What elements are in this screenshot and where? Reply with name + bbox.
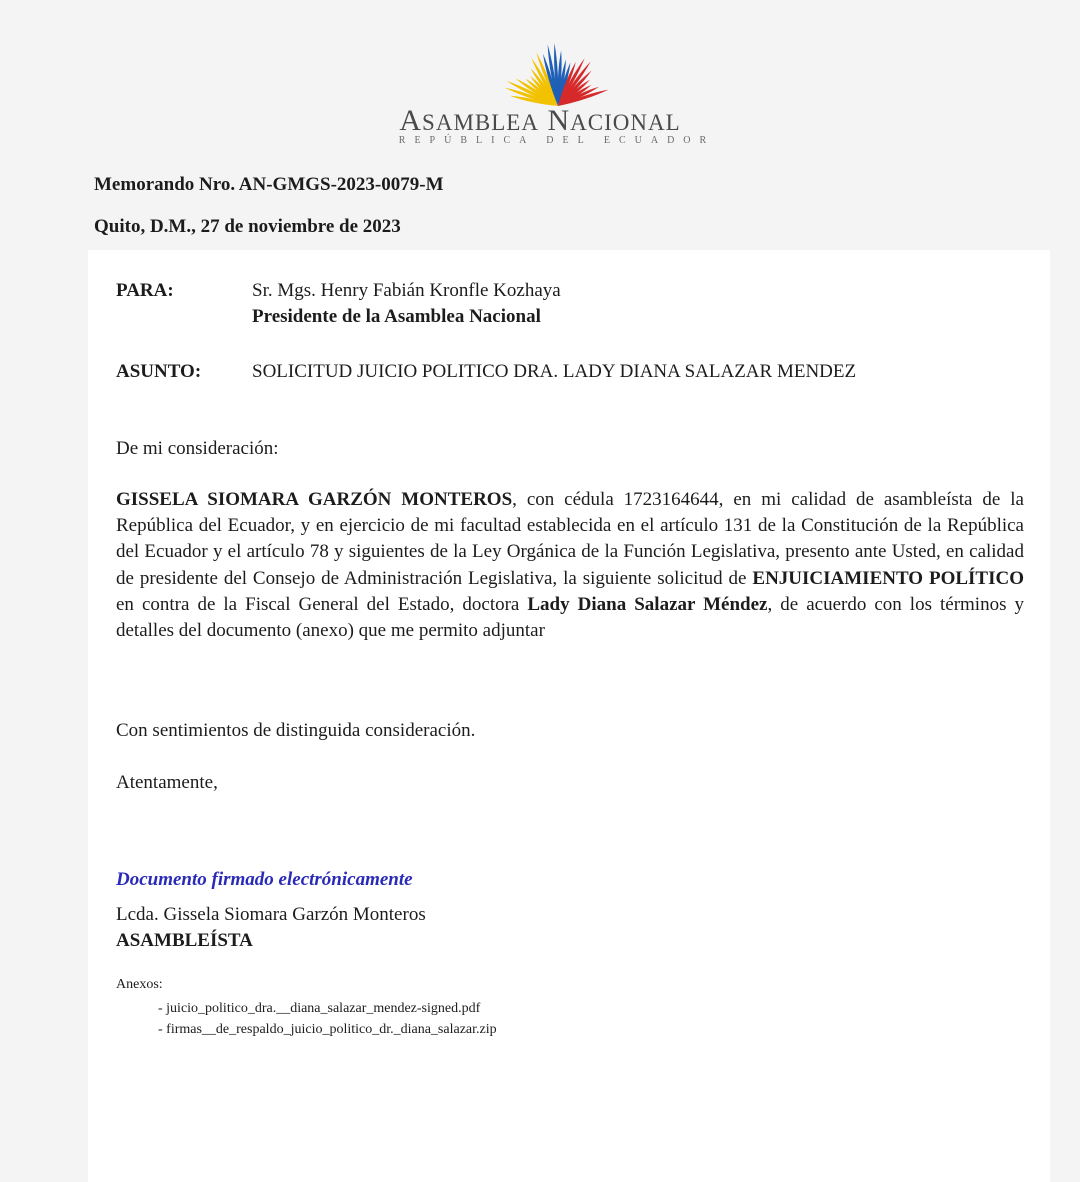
annex-item[interactable]: - juicio_politico_dra.__diana_salazar_mendez-signed.pdf: [158, 1001, 481, 1016]
recipient-name: Sr. Mgs. Henry Fabián Kronfle Kozhaya: [252, 280, 561, 301]
target-name: Lady Diana Salazar Méndez: [527, 593, 768, 615]
annexes-list: [158, 998, 497, 1040]
asamblea-logo: [488, 36, 628, 108]
subject-label: ASUNTO:: [116, 361, 202, 382]
recipient-label: PARA:: [116, 280, 174, 301]
annex-item[interactable]: - firmas__de_respaldo_juicio_politico_dr._diana_salazar.zip: [158, 1022, 497, 1037]
org-name: ASAMBLEA NACIONAL: [399, 104, 681, 137]
closing: Con sentimientos de distinguida consideración.: [116, 720, 476, 741]
recipient-title: Presidente de la Asamblea Nacional: [252, 306, 541, 327]
org-subtitle: REPÚBLICA DEL ECUADOR: [398, 135, 716, 146]
memo-body: GISSELA SIOMARA GARZÓN MONTEROS, con cédula 1723164644, en mi calidad de asambleísta de la República del Ecuador, y en ejercicio de mi facultad establecida en el artículo 131 de la Constitución de la República del Ecuador y el artículo 78 y siguientes de la Ley Orgánica de la Función Legislativa, presento ante Usted, en calidad de presidente del Consejo de Administración Legislativa, la siguiente solicitud de ENJUICIAMIENTO POLÍTICO en contra de la Fiscal General del Estado, doctora Lady Diana Salazar Méndez, de acuerdo con los términos y detalles del documento (anexo) que me permito adjuntar: [116, 489, 1025, 642]
farewell: Atentamente,: [116, 772, 218, 793]
electronic-signature-note: Documento firmado electrónicamente: [116, 869, 413, 890]
greeting: De mi consideración:: [116, 438, 279, 459]
memo-date: Quito, D.M., 27 de noviembre de 2023: [94, 216, 401, 237]
subject-text: SOLICITUD JUICIO POLITICO DRA. LADY DIANA SALAZAR MENDEZ: [252, 361, 857, 382]
signer-title: ASAMBLEÍSTA: [116, 930, 253, 951]
request-type: ENJUICIAMIENTO POLÍTICO: [752, 567, 1024, 589]
memo-number: Memorando Nro. AN-GMGS-2023-0079-M: [94, 174, 444, 195]
annexes-label: Anexos:: [116, 977, 163, 992]
memo-sheet: [88, 250, 1050, 1182]
signer-name: Lcda. Gissela Siomara Garzón Monteros: [116, 904, 426, 925]
sender-name: GISSELA SIOMARA GARZÓN MONTEROS: [116, 489, 513, 510]
